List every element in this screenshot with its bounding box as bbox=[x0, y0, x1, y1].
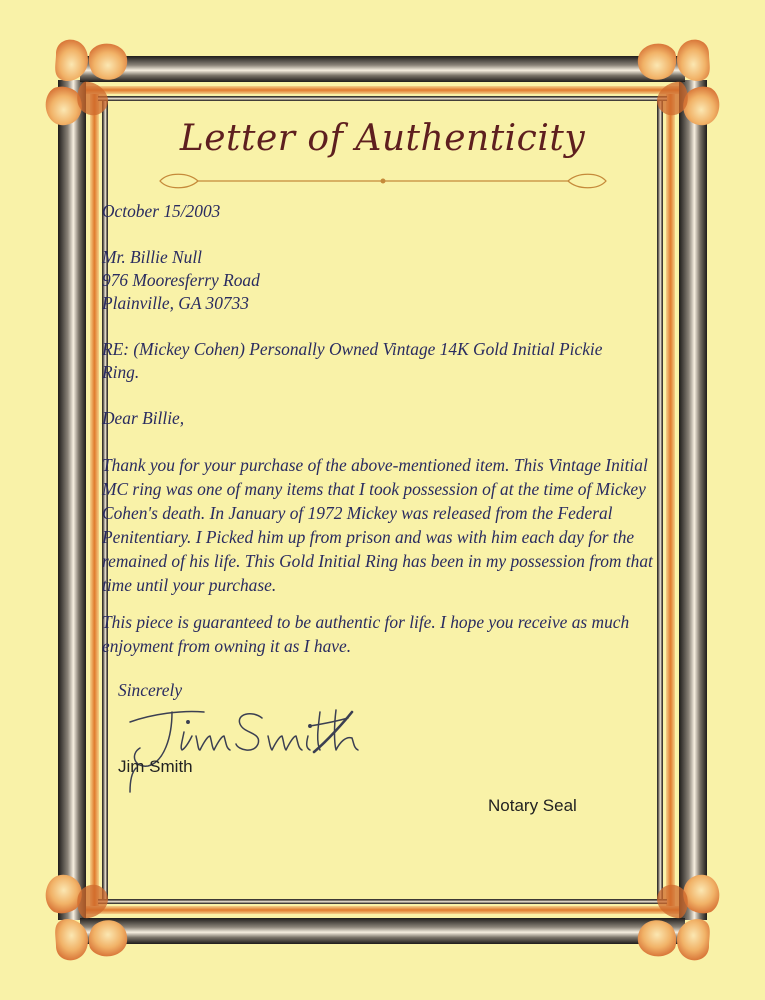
salutation: Dear Billie, bbox=[102, 408, 185, 428]
recipient-name: Mr. Billie Null bbox=[102, 247, 202, 267]
letter-date: October 15/2003 bbox=[102, 201, 221, 221]
subject-line: RE: (Mickey Cohen) Personally Owned Vintage 14K Gold Initial Pickie bbox=[102, 339, 603, 359]
corner-ornament-bottom-left bbox=[46, 875, 128, 961]
recipient-city: Plainville, GA 30733 bbox=[102, 293, 249, 313]
document-title: Letter of Authenticity bbox=[179, 118, 586, 159]
handwritten-signature bbox=[112, 692, 372, 802]
corner-ornament-top-right bbox=[638, 40, 720, 126]
subject-line-continued: Ring. bbox=[102, 362, 140, 382]
corner-ornament-top-left bbox=[46, 40, 128, 126]
signer-name: Jim Smith bbox=[118, 757, 193, 776]
corner-ornament-bottom-right bbox=[638, 875, 720, 961]
recipient-street: 976 Mooresferry Road bbox=[102, 270, 260, 290]
closing: Sincerely bbox=[118, 680, 183, 700]
body-paragraph: Thank you for your purchase of the above-mentioned item. This Vintage Initial MC ring was one of many items that I took possession of at the time of Mickey Cohen's death. In January of 1972 Mickey was released from the Federal Penitentiary. I Picked him up from prison and was with him each day for the remained of his life. This Gold Initial Ring has been in my possession from that time until your purchase. bbox=[102, 455, 653, 595]
title-flourish bbox=[158, 172, 608, 190]
notary-seal-label: Notary Seal bbox=[488, 796, 577, 815]
body-paragraph: This piece is guaranteed to be authentic for life. I hope you receive as much enjoyment from owning it as I have. bbox=[102, 612, 630, 656]
